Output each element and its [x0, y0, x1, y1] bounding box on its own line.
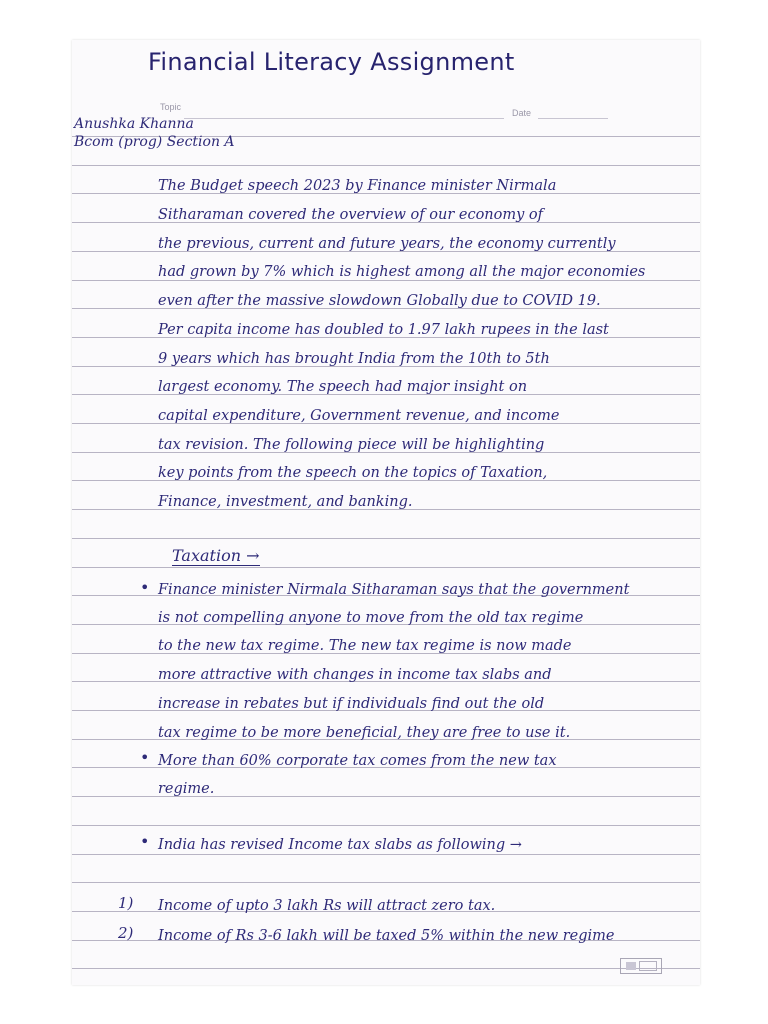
- list-number: 1): [118, 894, 134, 912]
- topic-label: Topic: [160, 102, 182, 112]
- intro-line: 9 years which has brought India from the 10th to 5th: [158, 351, 550, 367]
- bullet-marker: •: [140, 748, 150, 767]
- bullet-marker: •: [140, 832, 150, 851]
- date-label: Date: [512, 108, 532, 118]
- ruled-line: [72, 968, 700, 969]
- intro-line: The Budget speech 2023 by Finance minister Nirmala: [158, 178, 557, 194]
- bullet-line: to the new tax regime. The new tax regime is now made: [158, 638, 572, 654]
- section-heading-text: Taxation →: [172, 546, 260, 565]
- ruled-line: [72, 538, 700, 539]
- bullet-line: regime.: [158, 781, 215, 797]
- list-number: 2): [118, 924, 134, 942]
- intro-line: had grown by 7% which is highest among all the major economies: [158, 264, 646, 280]
- intro-line: key points from the speech on the topics of Taxation,: [158, 465, 548, 481]
- intro-line: Finance, investment, and banking.: [158, 494, 413, 510]
- bullet-line: More than 60% corporate tax comes from the new tax: [158, 753, 557, 769]
- topic-date-header: [160, 102, 610, 124]
- ruled-line: [72, 165, 700, 166]
- numbered-line: Income of upto 3 lakh Rs will attract zero tax.: [158, 898, 496, 914]
- topic-line: [184, 118, 504, 119]
- intro-line: capital expenditure, Government revenue, and income: [158, 408, 560, 424]
- intro-line: tax revision. The following piece will be highlighting: [158, 437, 545, 453]
- intro-line: the previous, current and future years, the economy currently: [158, 236, 616, 252]
- notebook-page: [72, 40, 700, 985]
- page-title: Financial Literacy Assignment: [148, 48, 515, 76]
- intro-line: Sitharaman covered the overview of our economy of: [158, 207, 544, 223]
- brand-box-icon: [639, 961, 657, 971]
- intro-line: Per capita income has doubled to 1.97 lakh rupees in the last: [158, 322, 609, 338]
- ruled-line: [72, 567, 700, 568]
- bullet-line: tax regime to be more beneficial, they are free to use it.: [158, 725, 571, 741]
- bullet-line: is not compelling anyone to move from the old tax regime: [158, 610, 584, 626]
- brand-glyph-icon: [626, 962, 636, 970]
- ruled-line: [72, 825, 700, 826]
- author-name: Anushka Khanna: [74, 116, 194, 132]
- intro-line: even after the massive slowdown Globally due to COVID 19.: [158, 293, 601, 309]
- intro-line: largest economy. The speech had major insight on: [158, 379, 528, 395]
- bullet-line: increase in rebates but if individuals find out the old: [158, 696, 545, 712]
- bullet-line: more attractive with changes in income tax slabs and: [158, 667, 552, 683]
- numbered-line: Income of Rs 3-6 lakh will be taxed 5% within the new regime: [158, 928, 615, 944]
- brand-stamp: [620, 958, 662, 974]
- author-class: Bcom (prog) Section A: [74, 134, 235, 150]
- bullet-marker: •: [140, 578, 150, 597]
- date-line: [538, 118, 608, 119]
- ruled-line: [72, 882, 700, 883]
- bullet-line: India has revised Income tax slabs as following →: [158, 837, 522, 853]
- section-heading-taxation: [172, 546, 260, 565]
- bullet-line: Finance minister Nirmala Sitharaman says that the government: [158, 582, 630, 598]
